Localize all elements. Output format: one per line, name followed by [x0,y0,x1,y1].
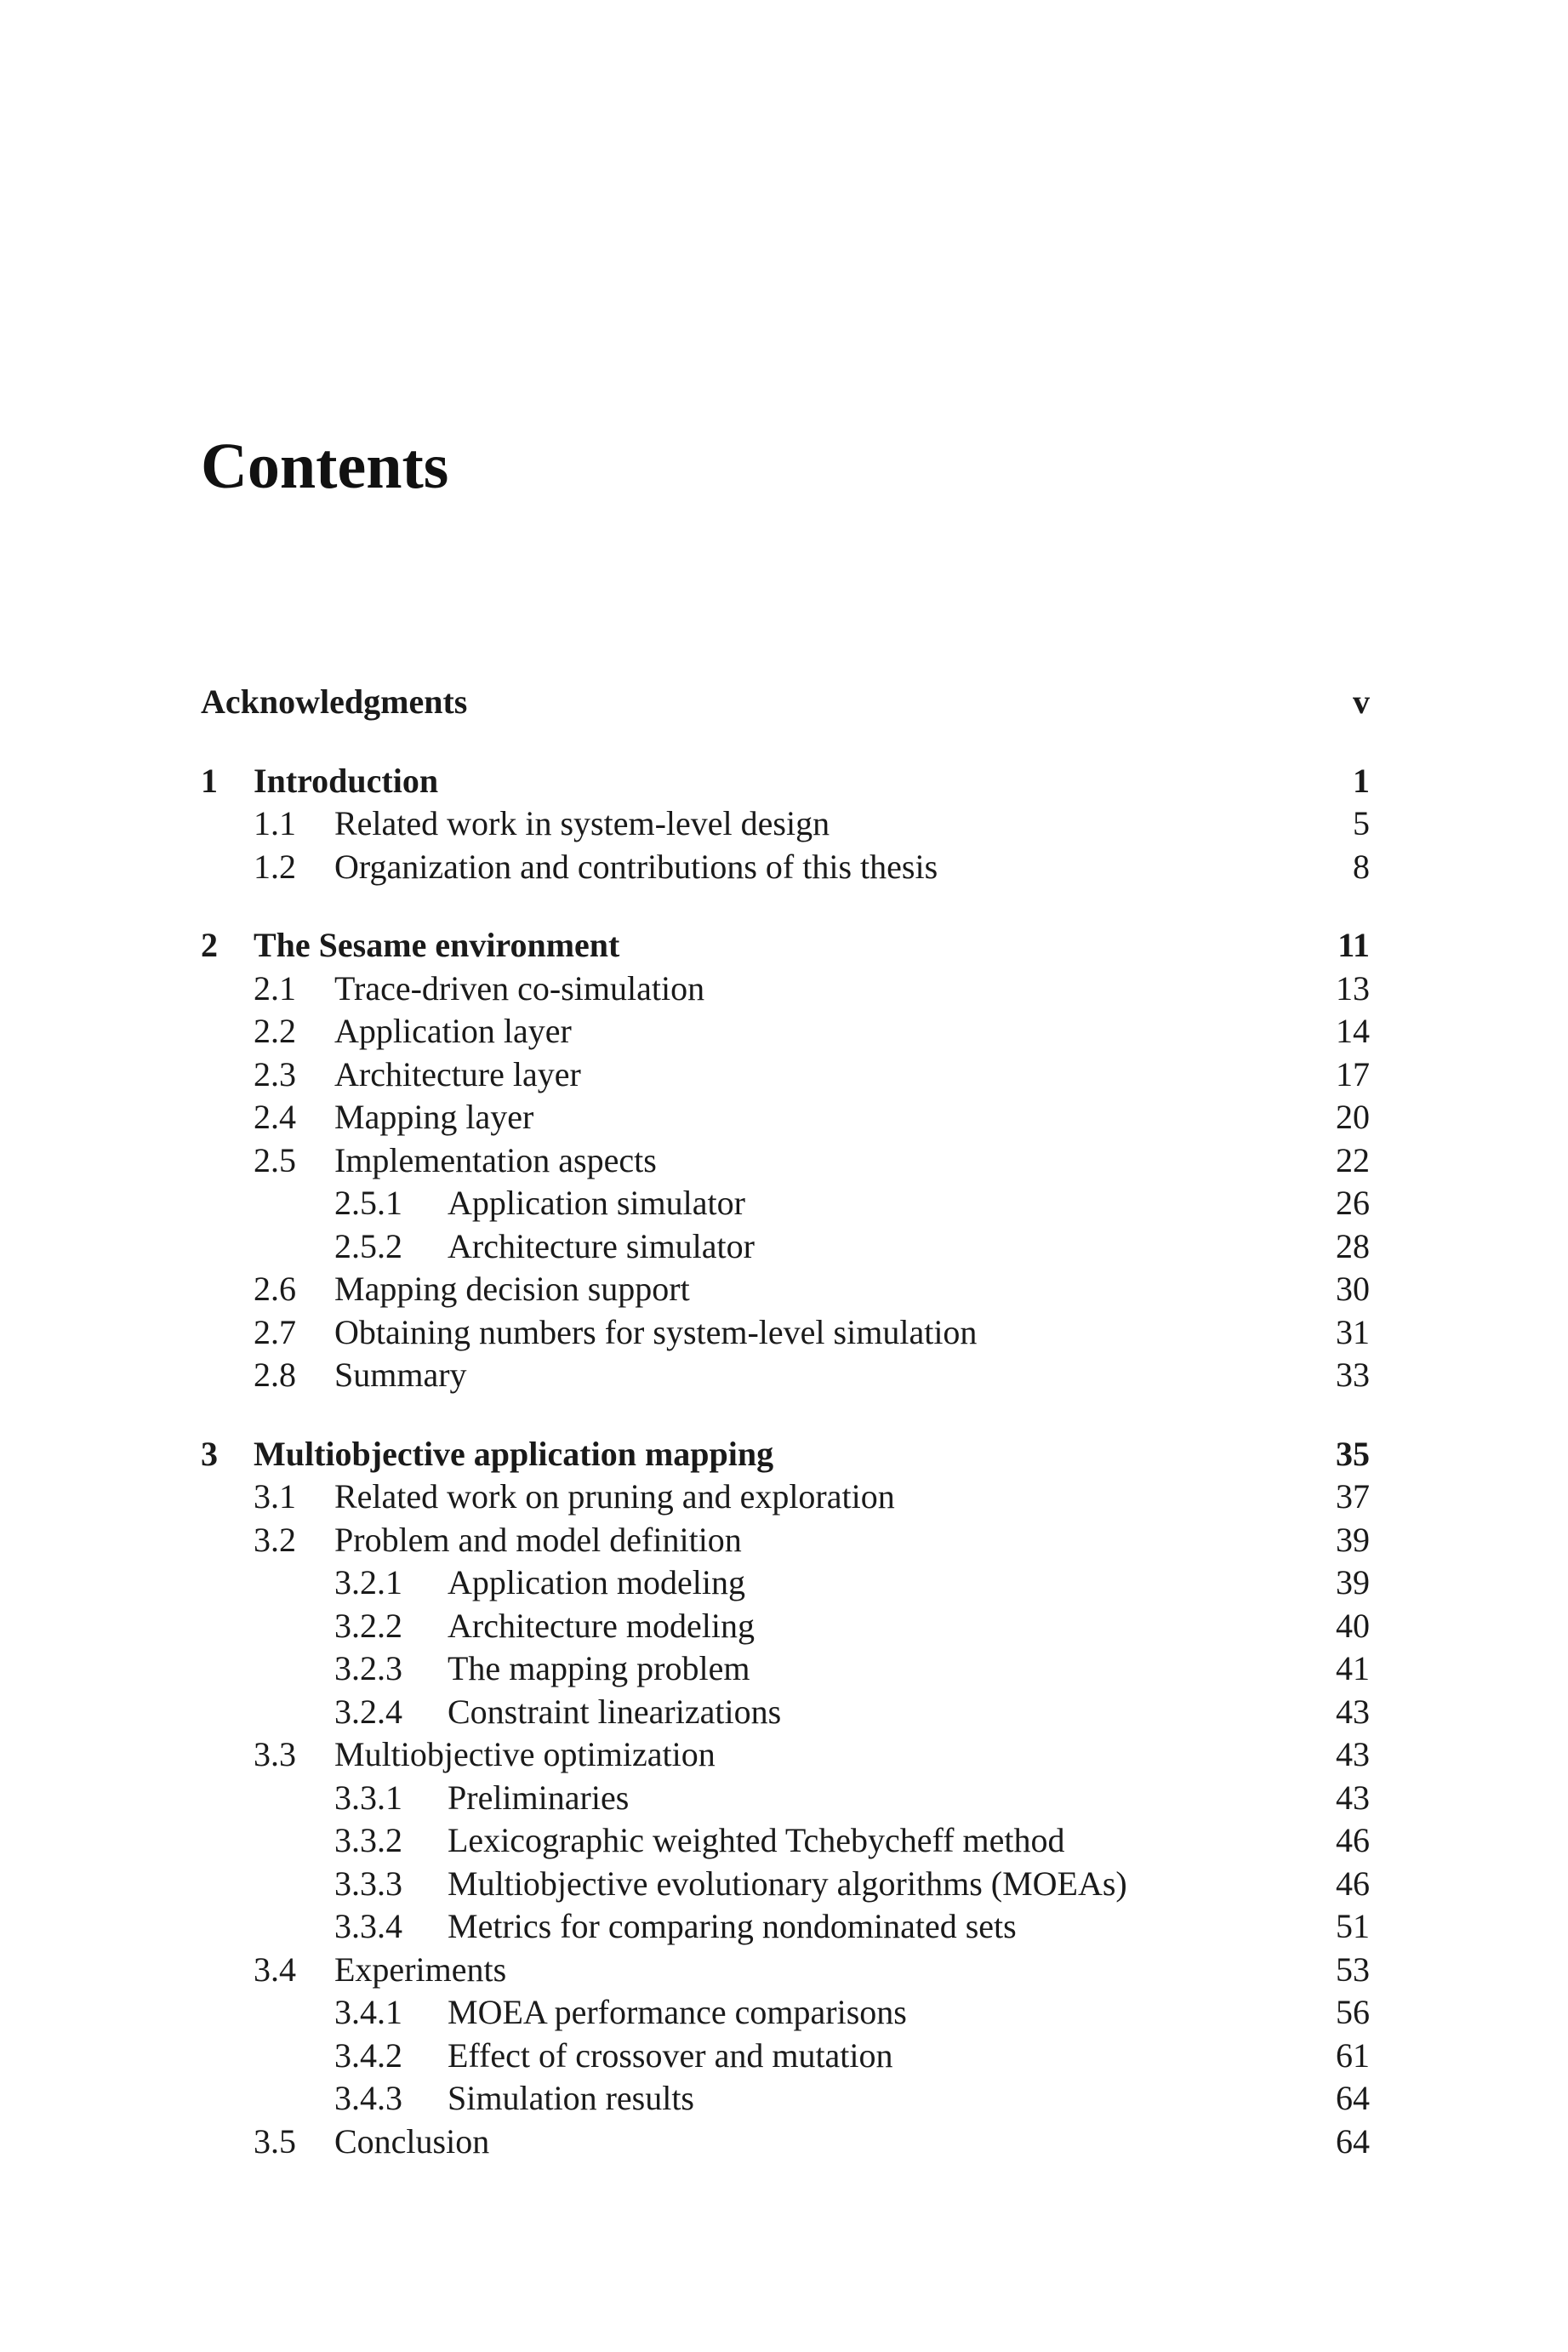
toc-chapter-3[interactable] [201,1433,1370,1476]
toc-entry-number: 2.8 [254,1356,296,1394]
toc-entry-number: 3.5 [254,2121,296,2161]
toc-section-2-8[interactable] [201,1354,1370,1397]
toc-subsection-3-4-1[interactable] [201,1991,1370,2035]
toc-entry-title: Obtaining numbers for system-level simulation [334,1312,978,1351]
toc-entry-page: 43 [1336,1692,1370,1731]
toc-section-3-5[interactable] [201,2121,1370,2164]
toc-entry-title: Experiments [334,1950,507,1989]
toc-entry-title: Implementation aspects [334,1140,657,1179]
toc-subsection-2-5-1[interactable] [201,1182,1370,1225]
toc-entry-title: Effect of crossover and mutation [448,2035,893,2075]
toc-entry-title: Introduction [254,761,439,800]
toc-entry-page: 61 [1336,2035,1370,2075]
toc-section-3-1[interactable] [201,1476,1370,1519]
toc-entry-number: 3.2.3 [334,1649,402,1687]
toc-entry-page: 51 [1336,1907,1370,1945]
toc-subsection-3-2-2[interactable] [201,1605,1370,1648]
toc-entry-number: 1.2 [254,847,296,886]
toc-entry-page: 13 [1336,968,1370,1008]
toc-entry-number: 1 [201,761,218,800]
toc-section-2-7[interactable] [201,1311,1370,1355]
toc-entry-title: Mapping layer [334,1098,534,1136]
toc-entry-page: 53 [1336,1950,1370,1989]
toc-entry-page: 37 [1336,1477,1370,1516]
toc-subsection-2-5-2[interactable] [201,1225,1370,1269]
toc-entry-number: 2.6 [254,1270,296,1308]
toc-entry-number: 3.3.3 [334,1864,402,1903]
toc-entry-title: Acknowledgments [201,682,468,721]
toc-subsection-3-4-2[interactable] [201,2035,1370,2078]
toc-entry-title: Multiobjective evolutionary algorithms (MOEAs) [448,1864,1127,1903]
table-of-contents [201,681,1370,2163]
toc-entry-title: The Sesame environment [254,926,620,964]
toc-entry-acknowledgments[interactable] [201,681,1370,724]
toc-entry-number: 3.2 [254,1520,296,1559]
toc-entry-number: 3.2.2 [334,1606,402,1645]
toc-entry-number: 1.1 [254,804,296,842]
toc-entry-number: 3.4.2 [334,2035,402,2075]
toc-entry-page: v [1353,682,1370,721]
toc-entry-title: Multiobjective application mapping [254,1434,774,1473]
toc-entry-page: 43 [1336,1778,1370,1817]
toc-entry-number: 2.2 [254,1012,296,1050]
toc-entry-title: Lexicographic weighted Tchebycheff method [448,1821,1065,1859]
toc-section-3-3[interactable] [201,1733,1370,1777]
toc-entry-title: Application layer [334,1012,572,1050]
toc-section-2-3[interactable] [201,1053,1370,1097]
toc-entry-title: Architecture layer [334,1054,581,1093]
toc-entry-page: 1 [1353,761,1370,800]
toc-section-3-2[interactable] [201,1519,1370,1562]
page-title: Contents [201,431,449,502]
toc-section-2-5[interactable] [201,1139,1370,1183]
toc-entry-page: 39 [1336,1563,1370,1601]
toc-entry-page: 40 [1336,1606,1370,1645]
toc-subsection-3-3-2[interactable] [201,1819,1370,1863]
toc-entry-number: 2.7 [254,1312,296,1351]
toc-entry-title: Mapping decision support [334,1270,690,1308]
toc-entry-page: 11 [1337,926,1370,964]
toc-entry-title: Constraint linearizations [448,1692,782,1731]
toc-entry-title: Conclusion [334,2121,490,2161]
toc-entry-number: 3.3 [254,1735,296,1773]
toc-entry-page: 46 [1336,1864,1370,1903]
toc-entry-number: 3.3.1 [334,1778,402,1817]
toc-entry-title: MOEA performance comparisons [448,1993,907,2031]
toc-entry-page: 30 [1336,1270,1370,1308]
toc-section-1-1[interactable] [201,802,1370,846]
toc-entry-number: 3.4.3 [334,2079,402,2117]
toc-entry-title: Application simulator [448,1184,745,1222]
toc-entry-title: Architecture simulator [448,1226,755,1265]
toc-entry-title: Summary [334,1356,467,1394]
toc-section-2-2[interactable] [201,1010,1370,1053]
toc-entry-page: 17 [1336,1054,1370,1093]
toc-subsection-3-2-4[interactable] [201,1691,1370,1734]
toc-entry-page: 64 [1336,2079,1370,2117]
toc-entry-number: 3.2.1 [334,1563,402,1601]
toc-entry-page: 5 [1353,804,1370,842]
toc-section-3-4[interactable] [201,1949,1370,1992]
toc-section-2-1[interactable] [201,968,1370,1011]
toc-subsection-3-3-1[interactable] [201,1777,1370,1820]
toc-entry-page: 56 [1336,1993,1370,2031]
toc-entry-number: 2.5.2 [334,1226,402,1265]
toc-entry-number: 2 [201,926,218,964]
toc-entry-page: 46 [1336,1821,1370,1859]
toc-entry-page: 64 [1336,2121,1370,2161]
toc-subsection-3-3-3[interactable] [201,1863,1370,1906]
toc-entry-title: Related work in system-level design [334,804,830,842]
toc-entry-title: Simulation results [448,2079,694,2117]
toc-entry-page: 20 [1336,1098,1370,1136]
toc-entry-title: Trace-driven co-simulation [334,968,705,1008]
toc-entry-page: 39 [1336,1520,1370,1559]
toc-entry-number: 3.3.4 [334,1907,402,1945]
toc-section-1-2[interactable] [201,846,1370,889]
toc-entry-number: 2.5.1 [334,1184,402,1222]
toc-entry-number: 3 [201,1434,218,1473]
toc-entry-page: 33 [1336,1356,1370,1394]
toc-entry-page: 14 [1336,1012,1370,1050]
toc-entry-number: 2.1 [254,968,296,1008]
toc-entry-number: 3.1 [254,1477,296,1516]
toc-entry-page: 8 [1353,847,1370,886]
toc-entry-title: Metrics for comparing nondominated sets [448,1907,1017,1945]
toc-entry-number: 3.4 [254,1950,296,1989]
toc-entry-page: 28 [1336,1226,1370,1265]
toc-entry-page: 41 [1336,1649,1370,1687]
toc-entry-page: 26 [1336,1184,1370,1222]
toc-entry-number: 3.2.4 [334,1692,402,1731]
toc-entry-title: The mapping problem [448,1649,750,1687]
toc-entry-number: 2.4 [254,1098,296,1136]
toc-entry-page: 22 [1336,1140,1370,1179]
toc-subsection-3-2-3[interactable] [201,1647,1370,1691]
toc-entry-number: 3.4.1 [334,1993,402,2031]
toc-entry-title: Preliminaries [448,1778,630,1817]
toc-entry-title: Organization and contributions of this thesis [334,847,938,886]
toc-entry-title: Architecture modeling [448,1606,755,1645]
toc-entry-number: 3.3.2 [334,1821,402,1859]
toc-entry-number: 2.3 [254,1054,296,1093]
toc-subsection-3-2-1[interactable] [201,1561,1370,1605]
toc-entry-number: 2.5 [254,1140,296,1179]
toc-entry-title: Application modeling [448,1563,745,1601]
toc-subsection-3-3-4[interactable] [201,1905,1370,1949]
toc-entry-title: Problem and model definition [334,1520,742,1559]
toc-entry-title: Related work on pruning and exploration [334,1477,895,1516]
toc-entry-title: Multiobjective optimization [334,1735,716,1773]
toc-section-2-4[interactable] [201,1096,1370,1139]
toc-subsection-3-4-3[interactable] [201,2077,1370,2121]
toc-chapter-2[interactable] [201,924,1370,968]
toc-section-2-6[interactable] [201,1268,1370,1311]
toc-entry-page: 31 [1336,1312,1370,1351]
toc-entry-page: 43 [1336,1735,1370,1773]
toc-chapter-1[interactable] [201,760,1370,803]
toc-entry-page: 35 [1336,1434,1370,1473]
